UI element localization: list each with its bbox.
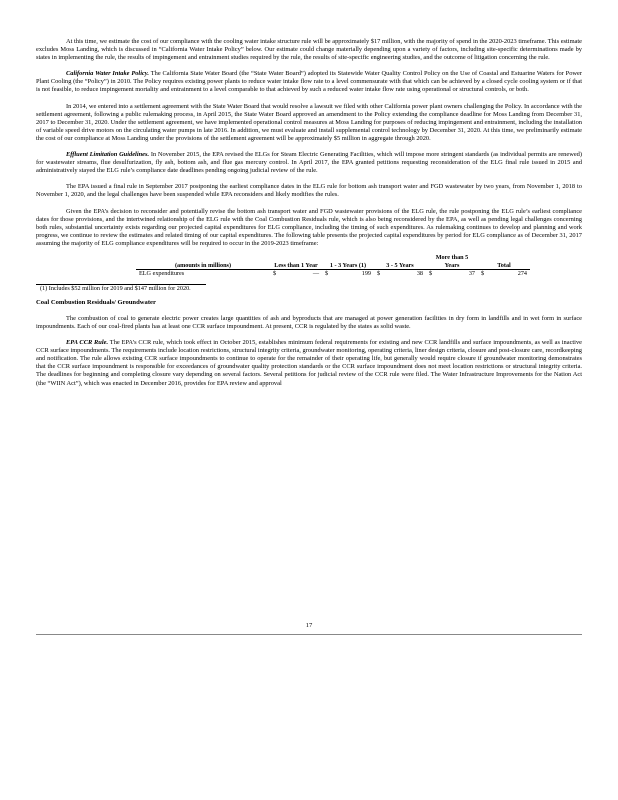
- paragraph-california-water-intake: [36, 70, 582, 94]
- table-row: [136, 270, 530, 278]
- page-number: 17: [305, 622, 313, 629]
- paragraph-epa-ccr-rule: [36, 339, 582, 388]
- paragraph-elg-uncertainty: Given the EPA’s decision to reconsider and potentially revise the bottom ash transport water and FGD wastewater provisions of the ELG rule, the rule postponing the ELG rule’s earliest compliance dates for those provisions, and the intertwined relationship of the ELG rule with the Coal Combustion Residuals rule, which is also being reconsidered by the EPA, as well as pending legal challenges concerning both rules, substantial uncertainty exists regarding our projected capital expenditures for ELG compliance, including the timing of such expenditures. As rulemaking continues to develop and planning and work progress, we continue to review the estimates and related timing of our capital expenditures. The following table presents the projected capital expenditures by period for ELG compliance as of December 31, 2017 assuming the majority of ELG compliance expenditures will be required to occur in the 2019-2023 timeframe:: [36, 207, 582, 247]
- row-label: ELG expenditures: [139, 270, 185, 278]
- lead-effluent-limitation: Effluent Limitation Guidelines.: [66, 151, 150, 159]
- body-epa-ccr-rule: The EPA’s CCR rule, which took effect in October 2015, establishes minimum federal requirements for existing and new CCR landfills and surface impoundments, as well as inactive CCR surface impoundments. The requirements include location restrictions, structural integrity criteria, groundwater monitoring, operating criteria, liner design criteria, closure and post-closure care, recordkeeping and notification. The rule allows existing CCR surface impoundments to continue to operate for the remainder of their operating life, but generally would require closure if groundwater monitoring demonstrates that the CCR surface impoundment is responsible for exceedances of groundwater quality protection standards or the CCR surface impoundment does not meet location restrictions or structural integrity criteria. The deadlines for beginning and completing closure vary depending on several factors. Several petitions for judicial review of the CCR rule were filed. The Water Infrastructure Improvements for the Nation Act (the “WIIN Act”), which was enacted in December 2016, provides for EPA review and approval: [36, 339, 582, 387]
- value-1-3-years: 199: [361, 270, 371, 278]
- header-amounts: (amounts in millions): [136, 254, 270, 270]
- value-less-than-1-year: —: [312, 270, 319, 278]
- paragraph-epa-final-rule: The EPA issued a final rule in September 2017 postponing the earliest compliance dates in the ELG rule for bottom ash transport water and FGD wastewater by two years, from November 1, 2018 to November 1, 2020, and the legal challenges have been suspended while EPA reconsiders and likely modifies the rules.: [36, 183, 582, 199]
- value-more-than-5-years: 37: [468, 270, 475, 278]
- header-more-than-5-years: More than 5 Years: [426, 254, 478, 270]
- paragraph-cooling-water-estimate: At this time, we estimate the cost of our compliance with the cooling water intake structure rule will be approximately $17 million, with the majority of spend in the 2020-2023 timeframe. This estimate excludes Moss Landing, which is discussed in “California Water Intake Policy” below. Our estimate could change materially depending upon a variety of factors, including site-specific determinations made by states in implementing the rule, the results of impingement and entrainment studies required by the rule, the results of site-specific engineering studies, and the outcome of litigation concerning the rule.: [36, 38, 582, 62]
- header-3-5-years: 3 - 5 Years: [374, 254, 426, 270]
- page-bottom-divider: [36, 634, 582, 635]
- value-3-5-years: 38: [416, 270, 423, 278]
- currency-symbol: $: [377, 270, 381, 278]
- table-header-row: [136, 254, 530, 270]
- document-page: [36, 38, 582, 388]
- paragraph-settlement-agreement: In 2014, we entered into a settlement agreement with the State Water Board that would resolve a lawsuit we filed with other California power plant owners challenging the Policy. In accordance with the settlement agreement, following a public rulemaking process, in April 2015, the State Water Board approved an amendment to the Policy extending the compliance deadline for Moss Landing from December 31, 2017 to December 31, 2020. Under the settlement agreement, we have implemented operational control measures at Moss Landing for purposes of reducing impingement and entrainment, including the installation of variable speed drive motors on the circulating water pumps in late 2016. In addition, we must evaluate and install supplemental control technology by December 31, 2020. At this time, we preliminarily estimate the cost of our compliance at Moss Landing under the provisions of the settlement agreement will be approximately $5 million in aggregate through 2020.: [36, 102, 582, 142]
- table-footnote: (1) Includes $52 million for 2019 and $147 million for 2020.: [40, 284, 191, 292]
- currency-symbol: $: [481, 270, 485, 278]
- paragraph-effluent-limitation: [36, 151, 582, 175]
- body-california-water-intake: The California State Water Board (the “State Water Board”) adopted its Statewide Water Quality Control Policy on the Use of Coastal and Estuarine Waters for Power Plant Cooling (the “Policy”) in 2010. The Policy requires existing power plants to reduce water intake flow rate to a level commensurate with that which can be achieved by a closed cycle cooling system or if that is not feasible, to reduce impingement mortality and entrainment to a level comparable to that achieved by such a reduced water intake flow rate using operational or structural controls, or both.: [36, 70, 582, 94]
- currency-symbol: $: [429, 270, 433, 278]
- currency-symbol: $: [273, 270, 277, 278]
- header-total: Total: [478, 254, 530, 270]
- body-effluent-limitation: In November 2015, the EPA revised the ELGs for Steam Electric Generating Facilities, which will impose more stringent standards (as individual permits are renewed) for wastewater streams, flue desulfurization, fly ash, bottom ash, and flue gas mercury control. In April 2017, the EPA granted petitions requesting reconsideration of the ELG final rule issued in 2015 and administratively stayed the ELG rule’s compliance date deadlines pending ongoing judicial review of the rule.: [36, 151, 582, 175]
- section-heading: Coal Combustion Residuals/ Groundwater: [36, 298, 156, 306]
- header-less-than-1-year: Less than 1 Year: [270, 254, 322, 270]
- elg-expenditures-table: [136, 254, 530, 278]
- value-total: 274: [517, 270, 527, 278]
- paragraph-coal-combustion: The combustion of coal to generate electric power creates large quantities of ash and byproducts that are managed at power generation facilities in dry form in landfills and in wet form in surface impoundments. Each of our coal-fired plants has at least one CCR surface impoundment. At present, CCR is regulated by the states as solid waste.: [36, 314, 582, 330]
- currency-symbol: $: [325, 270, 329, 278]
- lead-california-water-intake: California Water Intake Policy.: [66, 70, 150, 78]
- lead-epa-ccr-rule: EPA CCR Rule.: [66, 339, 109, 347]
- header-1-3-years: 1 - 3 Years (1): [322, 254, 374, 270]
